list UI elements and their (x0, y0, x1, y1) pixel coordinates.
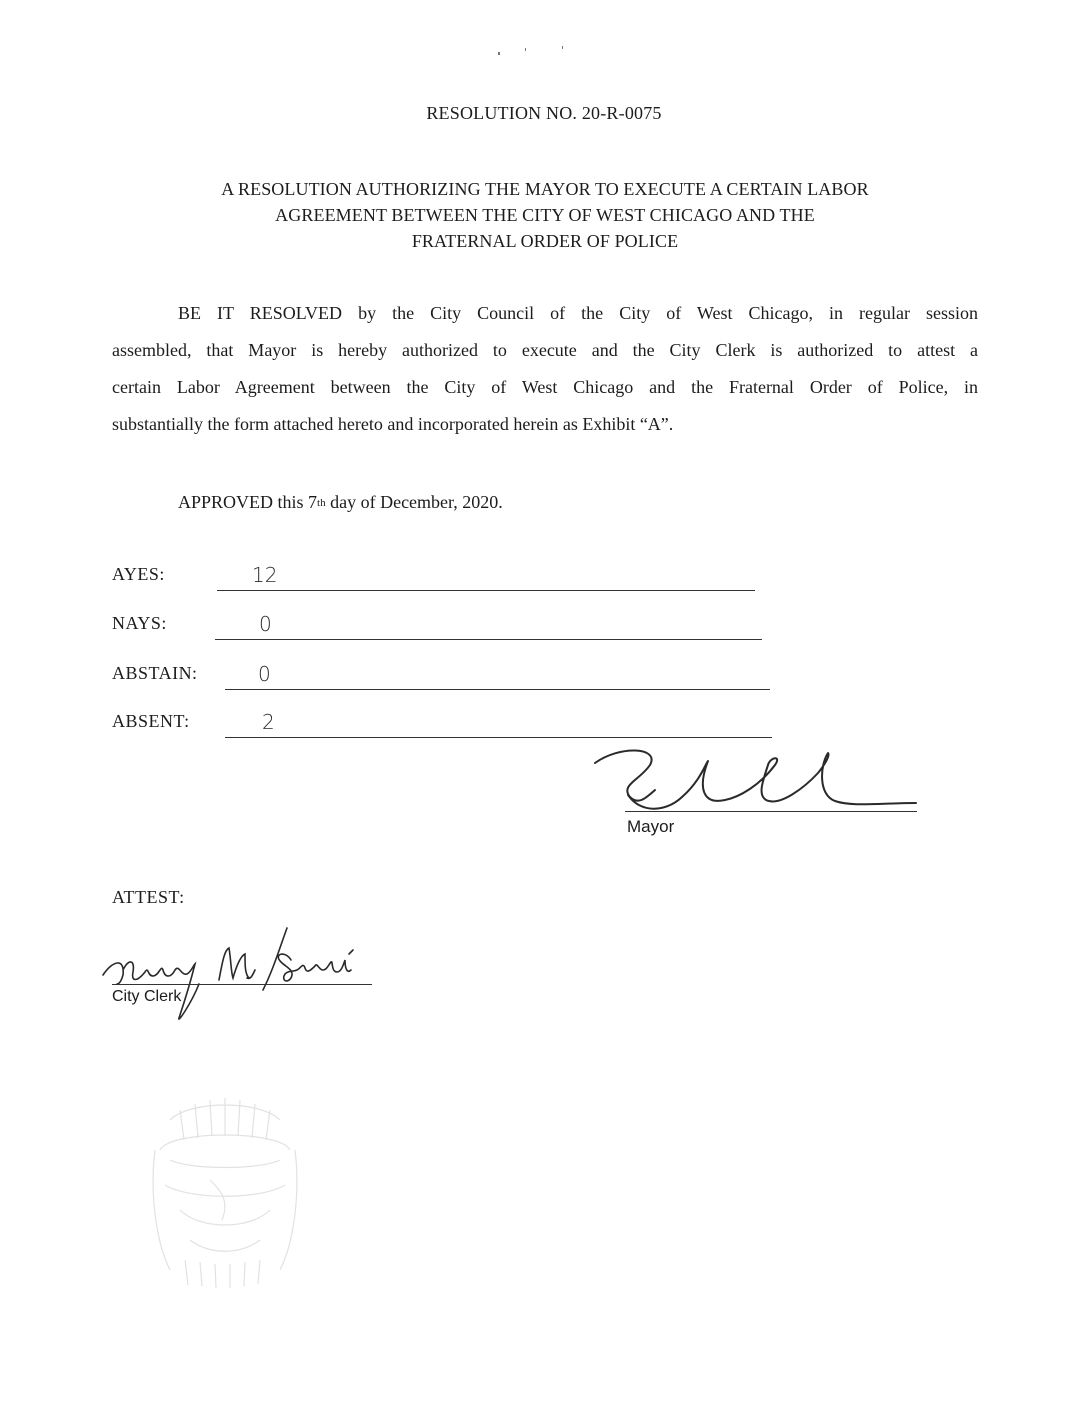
resolution-number: RESOLUTION NO. 20-R-0075 (426, 103, 662, 123)
mayor-signature-line (625, 811, 917, 812)
body-line: assembled, that Mayor is hereby authorized to execute and the City Clerk is authorized to attest a (112, 340, 978, 360)
body-line: certain Labor Agreement between the City of West Chicago and the Fraternal Order of Police, in (112, 377, 978, 397)
vote-value: 2 (262, 710, 275, 734)
approved-date: APPROVED this 7th day of December, 2020. (178, 492, 503, 512)
vote-value: 0 (259, 612, 272, 636)
title-line: AGREEMENT BETWEEN THE CITY OF WEST CHICAGO AND THE (275, 205, 815, 225)
vote-label: ABSENT: (112, 711, 190, 731)
title-line: A RESOLUTION AUTHORIZING THE MAYOR TO EXECUTE A CERTAIN LABOR (221, 179, 869, 199)
resolution-body (112, 295, 978, 443)
vote-row-abstain (112, 650, 812, 690)
body-line: BE IT RESOLVED by the City Council of the City of West Chicago, in regular session (178, 303, 978, 323)
vote-value: 12 (252, 563, 278, 587)
mayor-label: Mayor (627, 817, 675, 836)
vote-label: ABSTAIN: (112, 663, 198, 683)
vote-line (225, 689, 770, 690)
vote-row-absent (112, 698, 812, 738)
scan-specks (490, 40, 580, 60)
vote-row-nays (112, 600, 812, 640)
clerk-label: City Clerk (112, 988, 182, 1005)
body-line: substantially the form attached hereto and incorporated herein as Exhibit “A”. (112, 414, 674, 434)
resolution-title (150, 176, 940, 254)
title-line: FRATERNAL ORDER OF POLICE (411, 231, 679, 251)
vote-line (217, 590, 755, 591)
clerk-signature-line (112, 984, 372, 985)
vote-row-ayes (112, 551, 812, 591)
vote-label: AYES: (112, 564, 165, 584)
vote-value: 0 (258, 662, 271, 686)
vote-line (215, 639, 762, 640)
city-seal-embossed (150, 1090, 300, 1290)
attest-label: ATTEST: (112, 887, 185, 907)
vote-label: NAYS: (112, 613, 167, 633)
